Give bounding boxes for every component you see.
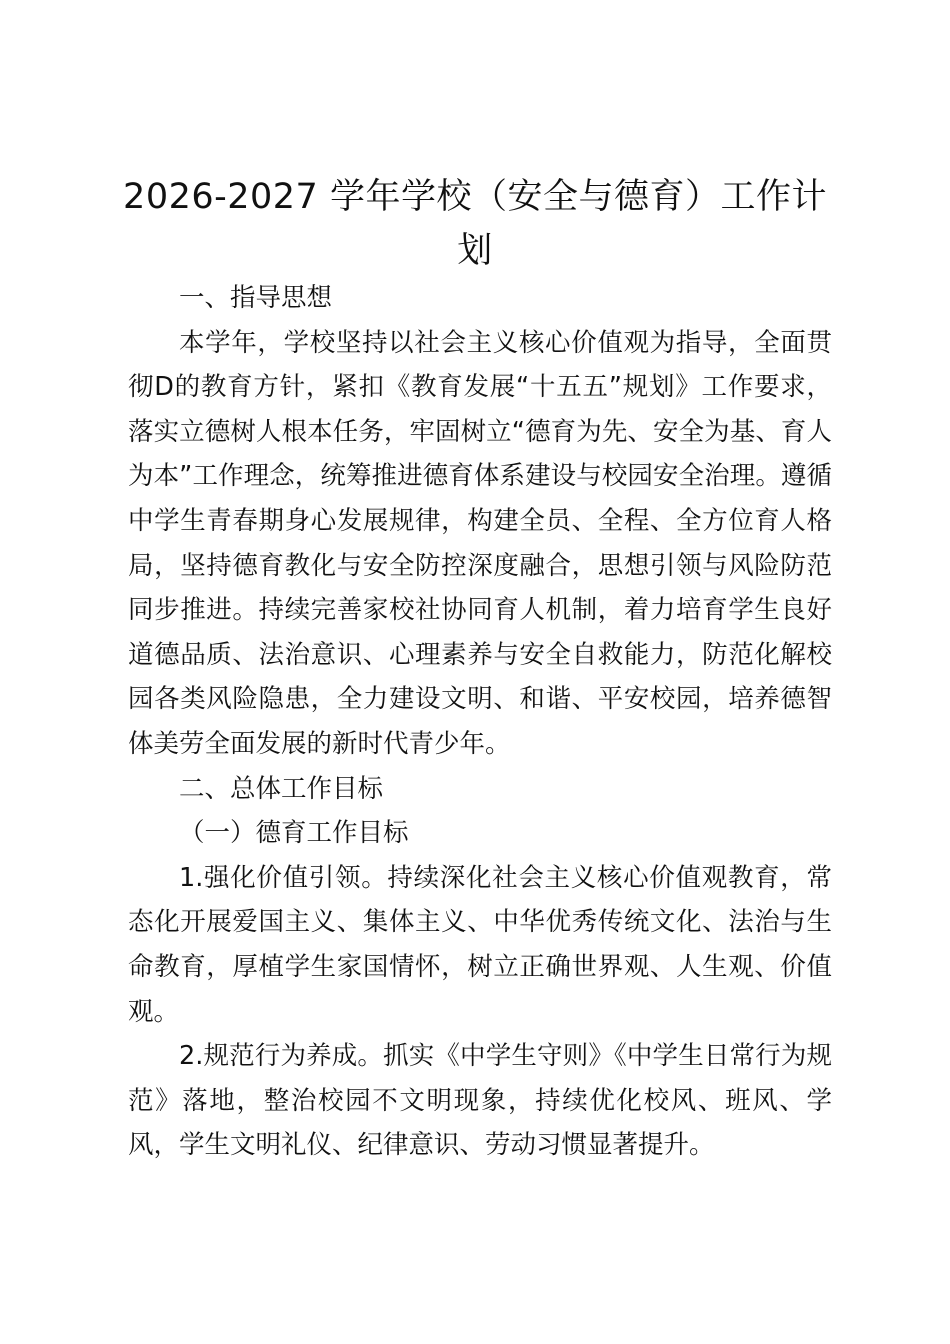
section-heading-overall-goals: 二、总体工作目标 — [179, 773, 384, 804]
paragraph-goal-behavior-habits: 2.规范行为养成。抓实《中学生守则》《中学生日常行为规范》落地，整治校园不文明现象，持续优化校风、班风、学风，学生文明礼仪、纪律意识、劳动习惯显著提升。 — [128, 1041, 832, 1161]
paragraph-goal-value-guidance: 1.强化价值引领。持续深化社会主义核心价值观教育，常态化开展爱国主义、集体主义、中华优秀传统文化、法治与生命教育，厚植学生家国情怀，树立正确世界观、人生观、价值观。 — [128, 862, 832, 1027]
subsection-heading-moral-education-goals: （一）德育工作目标 — [179, 818, 409, 849]
paragraph-guiding-ideology: 本学年，学校坚持以社会主义核心价值观为指导，全面贯彻D的教育方针，紧扣《教育发展“十五五”规划》工作要求，落实立德树人根本任务，牢固树立“德育为先、安全为基、育人为本”工作理念，统筹推进德育体系建设与校园安全治理。遵循中学生青春期身心发展规律，构建全员、全程、全方位育人格局，坚持德育教化与安全防控深度融合，思想引领与风险防范同步推进。持续完善家校社协同育人机制，着力培育学生良好道德品质、法治意识、心理素养与安全自救能力，防范化解校园各类风险隐患，全力建设文明、和谐、平安校园，培养德智体美劳全面发展的新时代青少年。 — [128, 327, 832, 759]
section-heading-guiding-ideology: 一、指导思想 — [179, 283, 333, 313]
document-body — [128, 276, 832, 1168]
document-title: 2026-2027 学年学校（安全与德育）工作计划 — [123, 177, 827, 271]
